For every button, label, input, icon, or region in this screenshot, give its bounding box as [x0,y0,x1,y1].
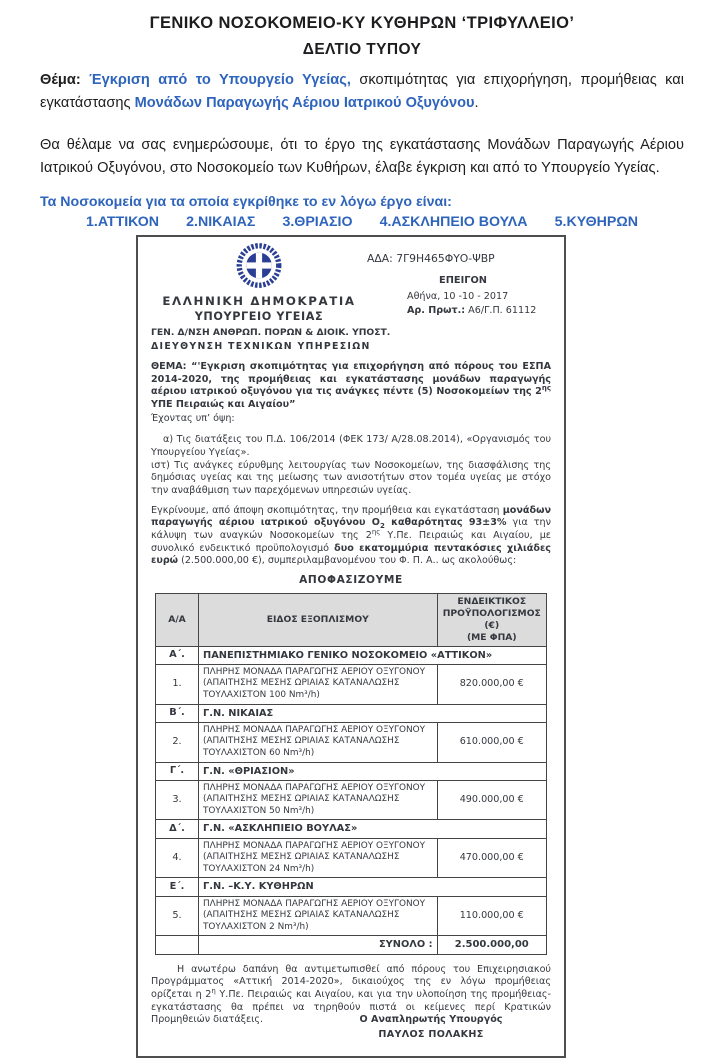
budget-amount: 820.000,00 € [437,664,546,704]
document-letterhead [151,242,551,324]
equipment-description: ΠΛΗΡΗΣ ΜΟΝΑΔΑ ΠΑΡΑΓΩΓΗΣ ΑΕΡΙΟΥ ΟΞΥΓΟΝΟΥ (ΑΠΑΙΤΗΣΗΣ ΜΕΣΗΣ ΩΡΙΑΙΑΣ ΚΑΤΑΝΑΛΩΣΗΣ ΤΟΥΛΑΧΙΣΤΟΝ 50 Nm³/h) [199,780,438,820]
table-total-row [156,936,547,954]
protocol-number: Α6/Γ.Π. 61112 [465,304,537,316]
header-budget-line4: (ΜΕ ΦΠΑ) [466,631,517,643]
budget-amount: 110.000,00 € [437,896,546,936]
announcement-paragraph: Θα θέλαμε να σας ενημερώσουμε, ότι το έργο της εγκατάστασης Μονάδων Παραγωγής Αέριου Ιατρικού Οξυγόνου, στο Νοσοκομείο των Κυθήρων, έλαβε έγκριση και από το Υπουργείο Υγείας. [40,137,684,176]
hospital-item-3: 3.ΘΡΙΑΣΙΟ [282,214,353,231]
hospital-group-name: Γ.Ν. ΝΙΚΑΙΑΣ [199,704,547,722]
header-aa: Α/Α [156,593,199,646]
approval-bold-1: μονάδων παραγωγής αέριου ιατρικού οξυγόνου Ο [151,504,551,529]
protocol-label: Αρ. Πρωτ.: [407,304,466,316]
header-budget [437,593,546,646]
approval-text-1: Εγκρίνουμε, από άποψη σκοπιμότητας, την προμήθεια και εγκατάσταση [151,504,503,516]
subject-label: Θέμα: [40,72,81,89]
protocol-line [407,305,551,318]
urgent-label: ΕΠΕΙΓΟΝ [439,275,487,287]
hospitals-list [40,214,684,230]
table-row [156,896,547,936]
table-row [156,762,547,780]
funding-text-1: Η ανωτέρω δαπάνη θα αντιμετωπισθεί από πόρους του Επιχειρησιακού Προγράμματος «Αττική 2014-2020», δικαιούχος της εν λόγω προμήθειας ορίζεται η 2 [151,963,551,1000]
hospital-group-name: ΠΑΝΕΠΙΣΤΗΜΙΑΚΟ ΓΕΝΙΚΟ ΝΟΣΟΚΟΜΕΙΟ «ΑΤΤΙΚΟΝ» [199,646,547,664]
doc-subject-text-1: “'Εγκριση σκοπιμότητας για επιχορήγηση από πόρους του ΕΣΠΑ 2014-2020, της προμήθειας και εγκατάστασης μονάδων παραγωγής αέριου ιατρικού οξυγόνου για τις ανάγκες πέντε (5) Νοσοκομείων της 2 [151,360,551,398]
budget-table [155,593,547,955]
table-header-row [156,593,547,646]
header-budget-line2: ΠΡΟΫΠΟΛΟΓΙΣΜΟΣ [442,607,541,619]
letterhead-left [151,242,367,324]
empty-cell [156,936,199,954]
row-id: Α΄. [156,646,199,664]
ada-code: ΑΔΑ: 7Γ9Η465ΦΥΟ-ΨΒΡ [367,252,495,266]
ministry-name: ΥΠΟΥΡΓΕΙΟ ΥΓΕΙΑΣ [194,309,324,323]
document-subject [151,361,551,412]
approval-paragraph [151,505,551,568]
subject-paragraph [40,69,684,114]
header-budget-line1: ΕΝΔΕΙΚΤΙΚΟΣ [457,595,527,607]
row-id: Β΄. [156,704,199,722]
state-name: ΕΛΛΗΝΙΚΗ ΔΗΜΟΚΡΑΤΙΑ [162,294,356,309]
press-release-header [0,12,724,230]
table-row [156,878,547,896]
hospital-group-name: Γ.Ν. «ΘΡΙΑΣΙΟΝ» [199,762,547,780]
approval-bold-3: δυο εκατομμύρια πεντακόσιες χιλιάδες ευρώ [151,542,551,567]
row-id: Ε΄. [156,878,199,896]
funding-superscript: η [211,986,216,995]
hospital-item-2: 2.ΝΙΚΑΙΑΣ [186,214,256,231]
row-id: 3. [156,780,199,820]
row-id: 4. [156,838,199,878]
ype-superscript: ης [371,527,381,536]
table-row [156,722,547,762]
row-id: 2. [156,722,199,762]
doc-subject-label: ΘΕΜΑ: [151,360,192,372]
row-id: Γ΄. [156,762,199,780]
approval-text-4: (2.500.000,00 €), συμπεριλαμβανομένου του Φ. Π. Α.. ως ακολούθως: [178,555,517,567]
table-row [156,646,547,664]
funding-text-2: Υ.Πε. Πειραιώς και Αιγαίου, και για την υλοποίηση της προμήθειας-εγκατάστασης θα πρέπει να τηρηθούν πιστά οι κείμενες περί Κρατικών Προμηθειών διατάξεις. [151,988,551,1026]
subject-highlight-1: Έγκριση από το Υπουργείο Υγείας, [89,72,351,89]
subject-text-1: σκοπιμότητας για επιχορήγηση, προμήθειας και εγκατάστασης [40,72,684,111]
hospitals-statement: Τα Νοσοκομεία για τα οποία εγκρίθηκε το εν λόγω έργο είναι: [40,194,452,211]
subject-text-2: . [474,94,479,111]
directorate-technical: ΔΙΕΥΘΥΝΣΗ ΤΕΧΝΙΚΩΝ ΥΠΗΡΕΣΙΩΝ [151,340,371,352]
header-equipment: ΕΙΔΟΣ ΕΞΟΠΛΙΣΜΟΥ [199,593,438,646]
equipment-description: ΠΛΗΡΗΣ ΜΟΝΑΔΑ ΠΑΡΑΓΩΓΗΣ ΑΕΡΙΟΥ ΟΞΥΓΟΝΟΥ (ΑΠΑΙΤΗΣΗΣ ΜΕΣΗΣ ΩΡΙΑΙΑΣ ΚΑΤΑΝΑΛΩΣΗΣ ΤΟΥΛΑΧΙΣΤΟΝ 2 Nm³/h) [199,896,438,936]
ministry-document [136,235,566,1058]
table-row [156,820,547,838]
row-id: 1. [156,664,199,704]
hospital-item-5: 5.ΚΥΘΗΡΩΝ [554,214,638,231]
signature-block [319,1014,543,1041]
document-date: Αθήνα, 10 -10 - 2017 [407,291,509,303]
greek-emblem-logo [234,242,284,289]
doc-subject-superscript: ης [541,384,551,393]
hospital-group-name: Γ.Ν. «ΑΣΚΛΗΠΙΕΙΟ ΒΟΥΛΑΣ» [199,820,547,838]
equipment-description: ΠΛΗΡΗΣ ΜΟΝΑΔΑ ΠΑΡΑΓΩΓΗΣ ΑΕΡΙΟΥ ΟΞΥΓΟΝΟΥ (ΑΠΑΙΤΗΣΗΣ ΜΕΣΗΣ ΩΡΙΑΙΑΣ ΚΑΤΑΝΑΛΩΣΗΣ ΤΟΥΛΑΧΙΣΤΟΝ 24 Nm³/h) [199,838,438,878]
table-row [156,704,547,722]
budget-amount: 470.000,00 € [437,838,546,878]
hospital-item-1: 1.ΑΤΤΙΚΟΝ [86,214,160,231]
hospital-group-name: Γ.Ν. –Κ.Υ. ΚΥΘΗΡΩΝ [199,878,547,896]
row-id: 5. [156,896,199,936]
approval-bold-2: καθαρότητας 93±3% [384,517,507,529]
approval-text-2: για την κάλυψη των αναγκών Νοσοκομείων της 2 [151,517,551,541]
hospital-item-4: 4.ΑΣΚΛΗΠΕΙΟ ΒΟΥΛΑ [379,214,528,231]
subject-highlight-2: Μονάδων Παραγωγής Αέριου Ιατρικού Οξυγόνου [134,94,475,111]
equipment-description: ΠΛΗΡΗΣ ΜΟΝΑΔΑ ΠΑΡΑΓΩΓΗΣ ΑΕΡΙΟΥ ΟΞΥΓΟΝΟΥ (ΑΠΑΙΤΗΣΗΣ ΜΕΣΗΣ ΩΡΙΑΙΑΣ ΚΑΤΑΝΑΛΩΣΗΣ ΤΟΥΛΑΧΙΣΤΟΝ 100 Nm³/h) [199,664,438,704]
letterhead-right [367,242,551,324]
legal-item-a: α) Τις διατάξεις του Π.Δ. 106/2014 (ΦΕΚ 173/ Α/28.08.2014), «Οργανισμός του Υπουργείου Υγείας». [151,434,551,458]
signer-name: ΠΑΥΛΟΣ ΠΟΛΑΚΗΣ [378,1029,484,1040]
row-id: Δ΄. [156,820,199,838]
legal-item-ist: ιστ) Τις ανάγκες εύρυθμης λειτουργίας των Νοσοκομείων, της διασφάλισης της δημόσιας υγείας και της μείωσης των ανισοτήτων στον τομέα υγείας με στόχο την αναβάθμιση των παρεχόμενων υπηρεσιών υγείας. [151,459,551,496]
directorate-general: ΓΕΝ. Δ/ΝΣΗ ΑΝΘΡΩΠ. ΠΟΡΩΝ & ΔΙΟΙΚ. ΥΠΟΣΤ. [151,327,391,339]
total-label: ΣΥΝΟΛΟ : [199,936,438,954]
budget-amount: 490.000,00 € [437,780,546,820]
budget-amount: 610.000,00 € [437,722,546,762]
table-row [156,664,547,704]
signer-title: Ο Αναπληρωτής Υπουργός [359,1014,503,1026]
header-budget-line3: (€) [484,619,500,631]
having-regard-line: Έχοντας υπ’ όψη: [151,412,235,424]
page-subtitle: ΔΕΛΤΙΟ ΤΥΠΟΥ [302,40,422,58]
total-value: 2.500.000,00 [437,936,546,954]
table-row [156,838,547,878]
approval-text-3: Υ.Πε. Πειραιώς και Αιγαίου, με συνολικό ενδεικτικό προϋπολογισμό [151,529,551,554]
doc-subject-text-2: ΥΠΕ Πειραιώς και Αιγαίου” [151,398,296,410]
page-title: ΓΕΝΙΚΟ ΝΟΣΟΚΟΜΕΙΟ-ΚΥ ΚΥΘΗΡΩΝ ‘ΤΡΙΦΥΛΛΕΙΟ’ [149,14,575,32]
equipment-description: ΠΛΗΡΗΣ ΜΟΝΑΔΑ ΠΑΡΑΓΩΓΗΣ ΑΕΡΙΟΥ ΟΞΥΓΟΝΟΥ (ΑΠΑΙΤΗΣΗΣ ΜΕΣΗΣ ΩΡΙΑΙΑΣ ΚΑΤΑΝΑΛΩΣΗΣ ΤΟΥΛΑΧΙΣΤΟΝ 60 Nm³/h) [199,722,438,762]
table-row [156,780,547,820]
decide-heading: ΑΠΟΦΑΣΙΖΟΥΜΕ [299,573,403,586]
oxygen-subscript: 2 [379,522,385,531]
